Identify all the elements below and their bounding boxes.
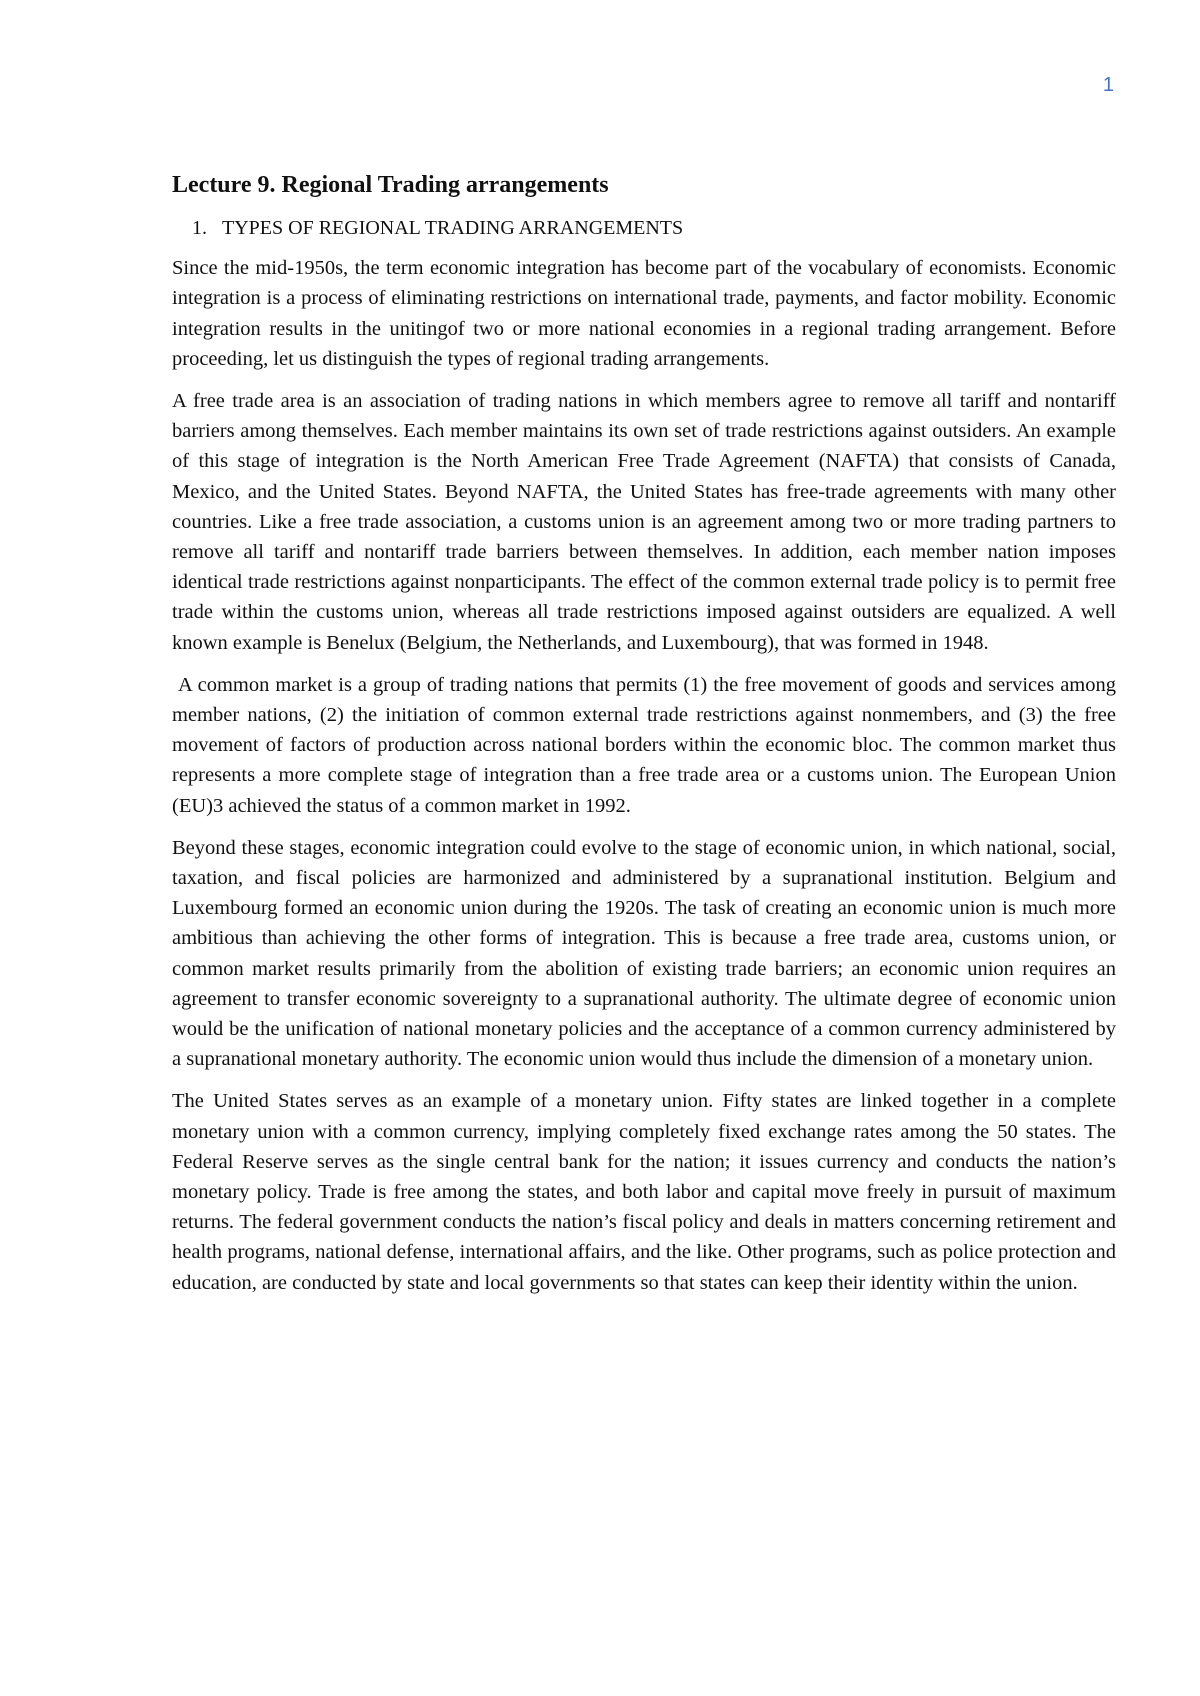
lecture-title: Lecture 9. Regional Trading arrangements: [172, 172, 609, 198]
paragraph-economic-union: Beyond these stages, economic integration could evolve to the stage of economic union, in which national, social, taxation, and fiscal policies are harmonized and administered by a supranational institution. Belgium and Luxembourg formed an economic union during the 1920s. The task of creating an economic union is much more ambitious than achieving the other forms of integration. This is because a free trade area, customs union, or common market results primarily from the abolition of existing trade barriers; an economic union requires an agreement to transfer economic sovereignty to a supranational authority. The ultimate degree of economic union would be the unification of national monetary policies and the acceptance of a common currency administered by a supranational monetary authority. The economic union would thus include the dimension of a monetary union.: [172, 836, 1116, 1071]
paragraph-economic-integration: Since the mid-1950s, the term economic integration has become part of the vocabulary of economists. Economic integration is a process of eliminating restrictions on international trade, payments, and factor mobility. Economic integration results in the unitingof two or more national economies in a regional trading arrangement. Before proceeding, let us distinguish the types of regional trading arrangements.: [172, 257, 1116, 370]
page-number: 1: [1102, 74, 1114, 96]
section-heading: [172, 215, 1116, 241]
section-number: 1.: [192, 217, 207, 240]
document-body: [172, 170, 1122, 1310]
paragraph-monetary-union: The United States serves as an example of a monetary union. Fifty states are linked together in a complete monetary union with a common currency, implying completely fixed exchange rates among the 50 states. The Federal Reserve serves as the single central bank for the nation; it issues currency and conducts the nation’s monetary policy. Trade is free among the states, and both labor and capital move freely in pursuit of maximum returns. The federal government conducts the nation’s fiscal policy and deals in matters concerning retirement and health programs, national defense, international affairs, and the like. Other programs, such as police protection and education, are conducted by state and local governments so that states can keep their identity within the union.: [172, 1090, 1116, 1294]
paragraph-free-trade-area: A free trade area is an association of trading nations in which members agree to remove all tariff and nontariff barriers among themselves. Each member maintains its own set of trade restrictions against outsiders. An example of this stage of integration is the North American Free Trade Agreement (NAFTA) that consists of Canada, Mexico, and the United States. Beyond NAFTA, the United States has free-trade agreements with many other countries. Like a free trade association, a customs union is an agreement among two or more trading partners to remove all tariff and nontariff trade barriers between themselves. In addition, each member nation imposes identical trade restrictions against nonparticipants. The effect of the common external trade policy is to permit free trade within the customs union, whereas all trade restrictions imposed against outsiders are equalized. A well known example is Benelux (Belgium, the Netherlands, and Luxembourg), that was formed in 1948.: [172, 390, 1116, 654]
section-heading-text: TYPES OF REGIONAL TRADING ARRANGEMENTS: [222, 217, 684, 240]
paragraph-common-market: A common market is a group of trading nations that permits (1) the free movement of goods and services among member nations, (2) the initiation of common external trade restrictions against nonmembers, and (3) the free movement of factors of production across national borders within the economic bloc. The common market thus represents a more complete stage of integration than a free trade area or a customs union. The European Union (EU)3 achieved the status of a common market in 1992.: [172, 673, 1122, 817]
